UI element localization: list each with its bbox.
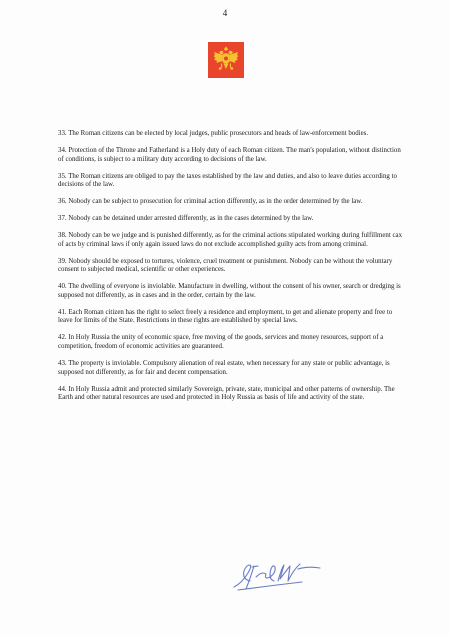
articles-list	[58, 130, 408, 411]
article-44: 44. In Holy Russia admit and protected similarly Sovereign, private, state, municipal and other patterns of ownership. The Earth and other natural resources are used and protected in Holy Russia as basis of life and activity of the state.	[58, 385, 395, 402]
article-37: 37. Nobody can be detained under arrested differently, as in the cases determined by the law.	[58, 215, 314, 223]
handwritten-signature-icon	[228, 557, 328, 593]
article-42: 42. In Holy Russia the unity of economic space, free moving of the goods, services and money resources, support of a competition, freedom of economic activities are guaranteed.	[58, 334, 384, 351]
double-headed-eagle-icon	[208, 42, 244, 78]
article-39: 39. Nobody should be exposed to tortures, violence, cruel treatment or punishment. Nobody can be without the voluntary consent to subjected medical, scientific or other experiences.	[58, 257, 393, 274]
article-43: 43. The property is inviolable. Compulsory alienation of real estate, when necessary for any state or public advantage, is supposed not differently, as for fair and decent compensation.	[58, 360, 390, 376]
page-number: 4	[222, 8, 228, 18]
article-38: 38. Nobody can be we judge and is punished differently, as for the criminal actions stipulated working during fulfillment cах of acts by criminal laws if only again issued laws do not exclude accomplished guilty acts from among criminal.	[58, 232, 403, 248]
article-36: 36. Nobody can be subject to prosecution for criminal action differently, as in the order determined by the law.	[58, 198, 363, 206]
article-34: 34. Protection of the Throne and Fatherland is a Holy duty of each Roman citizen. The man's population, without distinction of conditions, is subject to a military duty according to decisions of the law.	[58, 146, 401, 163]
article-35: 35. The Roman citizens are obliged to pay the taxes established by the law and duties, and also to leave duties according to decisions of the law.	[58, 172, 397, 189]
article-40: 40. The dwelling of everyone is inviolable. Manufacture in dwelling, without the consent of his owner, search or dredging is supposed not differently, as in cases and in the order, certain by the law.	[58, 283, 401, 299]
article-33: 33. The Roman citizens can be elected by local judges, public prosecutors and heads of law-enforcement bodies.	[58, 130, 369, 137]
article-41: 41. Each Roman citizen has the right to select freely a residence and employment, to get and alienate property and free to leave for limits of the State. Restrictions in these rights are established by special laws.	[58, 308, 393, 325]
